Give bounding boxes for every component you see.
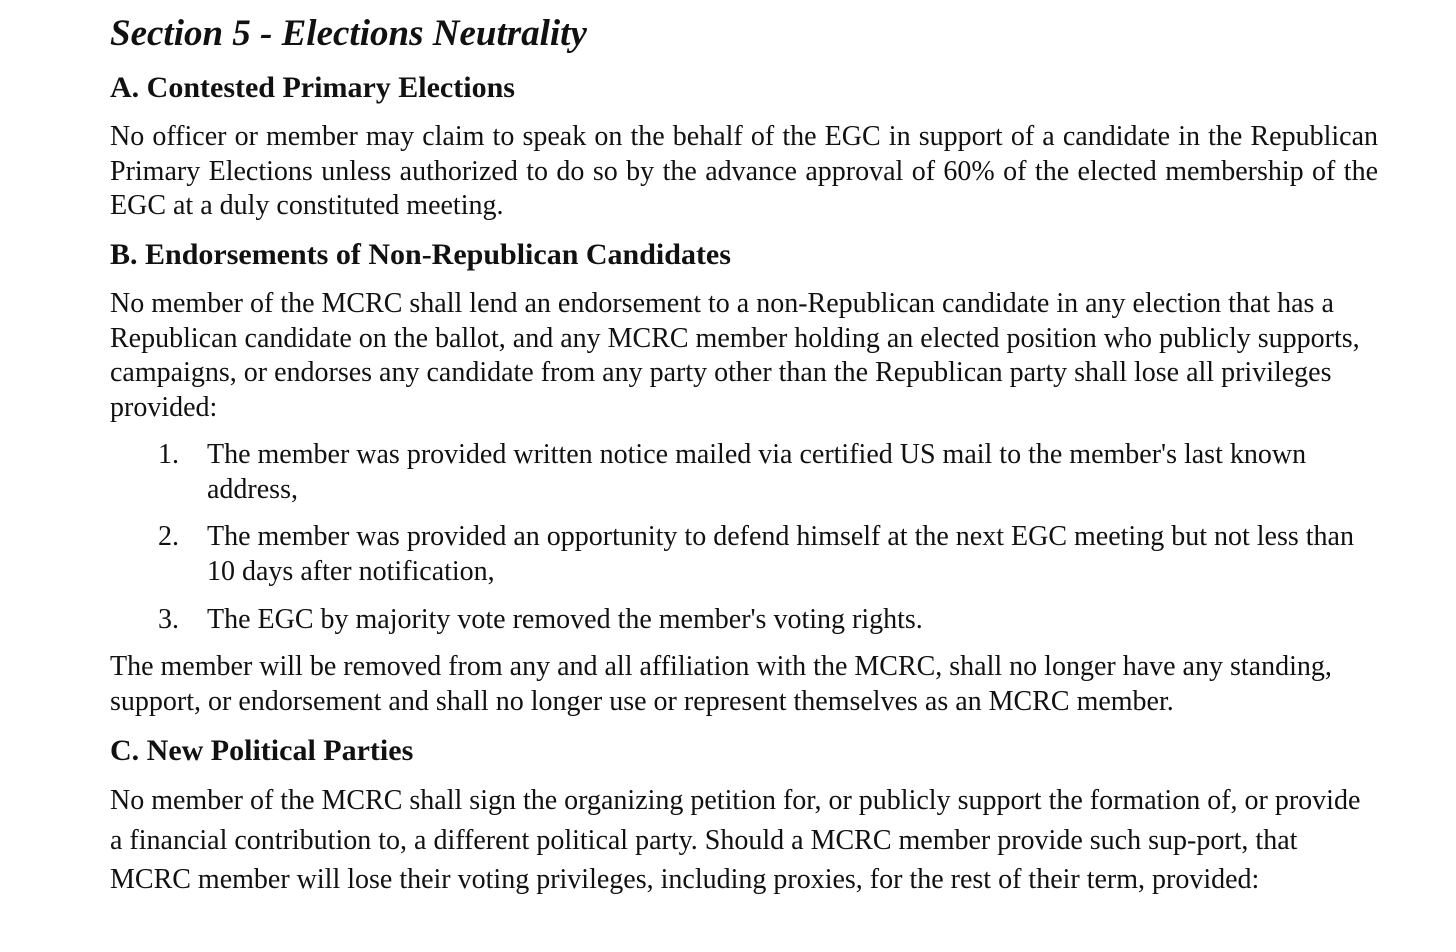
part-a-paragraph: No officer or member may claim to speak on the behalf of the EGC in support of a candidate in the Republican Primary Elections unless authorized to do so by the advance approval of 60% of the elected membership of the EGC at a duly constituted meeting. xyxy=(110,121,1378,221)
part-c-heading: C. New Political Parties xyxy=(110,734,414,767)
section-title: Section 5 - Elections Neutrality xyxy=(110,13,587,54)
list-item-text: The EGC by majority vote removed the member's voting rights. xyxy=(207,604,923,635)
list-item xyxy=(110,438,1378,507)
list-item-number: 1. xyxy=(158,439,179,470)
part-b-heading: B. Endorsements of Non-Republican Candidates xyxy=(110,238,731,271)
part-b-closing-paragraph: The member will be removed from any and all affiliation with the MCRC, shall no longer have any standing, support, or endorsement and shall no longer use or represent themselves as an MCRC member. xyxy=(110,651,1332,717)
part-c-paragraph: No member of the MCRC shall sign the organizing petition for, or publicly support the formation of, or provide a financial contribution to, a different political party. Should a MCRC member provide such sup-port, that MCRC member will lose their voting privileges, including proxies, for the rest of their term, provided: xyxy=(110,785,1361,895)
list-item-number: 2. xyxy=(158,521,179,552)
list-item-number: 3. xyxy=(158,604,179,635)
list-item-text: The member was provided written notice mailed via certified US mail to the member's last known address, xyxy=(207,439,1307,505)
list-item xyxy=(110,603,1378,638)
part-b-paragraph: No member of the MCRC shall lend an endorsement to a non-Republican candidate in any election that has a Republican candidate on the ballot, and any MCRC member holding an elected position who publicly supports, campaigns, or endorses any candidate from any party other than the Republican party shall lose all privileges provided: xyxy=(110,288,1360,423)
part-a-heading: A. Contested Primary Elections xyxy=(110,71,515,104)
list-item xyxy=(110,520,1378,589)
list-item-text: The member was provided an opportunity to defend himself at the next EGC meeting but not less than 10 days after notification, xyxy=(207,521,1354,587)
